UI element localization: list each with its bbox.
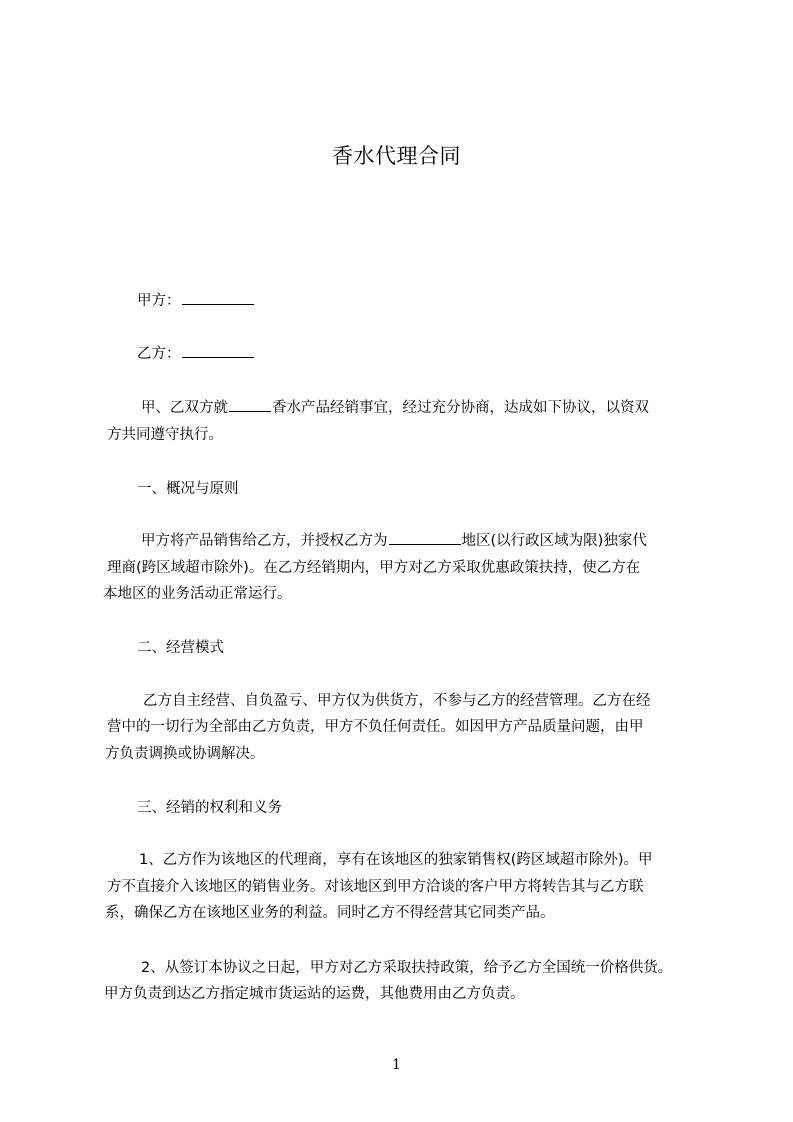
party-b-label: 乙方：	[137, 346, 181, 362]
intro-line-1	[141, 397, 649, 419]
party-a-line	[137, 290, 255, 312]
section-3-item-1-line-2: 方不直接介入该地区的销售业务。对该地区到甲方洽谈的客户甲方将转告其与乙方联	[107, 879, 644, 895]
section-3-heading: 三、经销的权利和义务	[137, 800, 282, 816]
section-2-line-3: 方负责调换或协调解决。	[105, 746, 265, 762]
section-3-item-1-line-3: 系，确保乙方在该地区业务的利益。同时乙方不得经营其它同类产品。	[105, 905, 555, 921]
section-2-heading: 二、经营模式	[137, 640, 224, 656]
section-1-line-2: 理商(跨区域超市除外)。在乙方经销期内，甲方对乙方采取优惠政策扶持，使乙方在	[107, 560, 641, 576]
page-number: 1	[392, 1057, 401, 1073]
section-3-item-2-line-2: 甲方负责到达乙方指定城市货运站的运费，其他费用由乙方负责。	[104, 986, 525, 1002]
region-blank	[389, 530, 461, 545]
section-3-item-1-line-1: 1、乙方作为该地区的代理商，享有在该地区的独家销售权(跨区域超市除外)。甲	[139, 852, 653, 868]
party-a-label: 甲方：	[137, 293, 181, 309]
section-1-text-2: 地区(以行政区域为限)独家代	[461, 533, 647, 549]
section-1-heading: 一、概况与原则	[137, 481, 239, 497]
section-2-line-2: 营中的一切行为全部由乙方负责，甲方不负任何责任。如因甲方产品质量问题，由甲	[107, 719, 644, 735]
party-b-line	[137, 343, 255, 365]
document-title: 香水代理合同	[332, 144, 461, 168]
section-1-line-3: 本地区的业务活动正常运行。	[103, 586, 292, 602]
intro-text-1: 甲、乙双方就	[141, 400, 228, 416]
intro-line-2: 方共同遵守执行。	[107, 427, 223, 443]
intro-text-2: 香水产品经销事宜，经过充分协商，达成如下协议，以资双	[272, 400, 649, 416]
section-1-line-1	[141, 530, 647, 552]
section-3-item-2-line-1: 2、从签订本协议之日起，甲方对乙方采取扶持政策，给予乙方全国统一价格供货。	[141, 960, 673, 976]
section-2-line-1: 乙方自主经营、自负盈亏、甲方仅为供货方，不参与乙方的经营管理。乙方在经	[143, 693, 651, 709]
product-name-blank	[229, 397, 271, 412]
section-1-text-1: 甲方将产品销售给乙方，并授权乙方为	[141, 533, 388, 549]
party-b-blank	[182, 343, 254, 358]
party-a-blank	[182, 290, 254, 305]
